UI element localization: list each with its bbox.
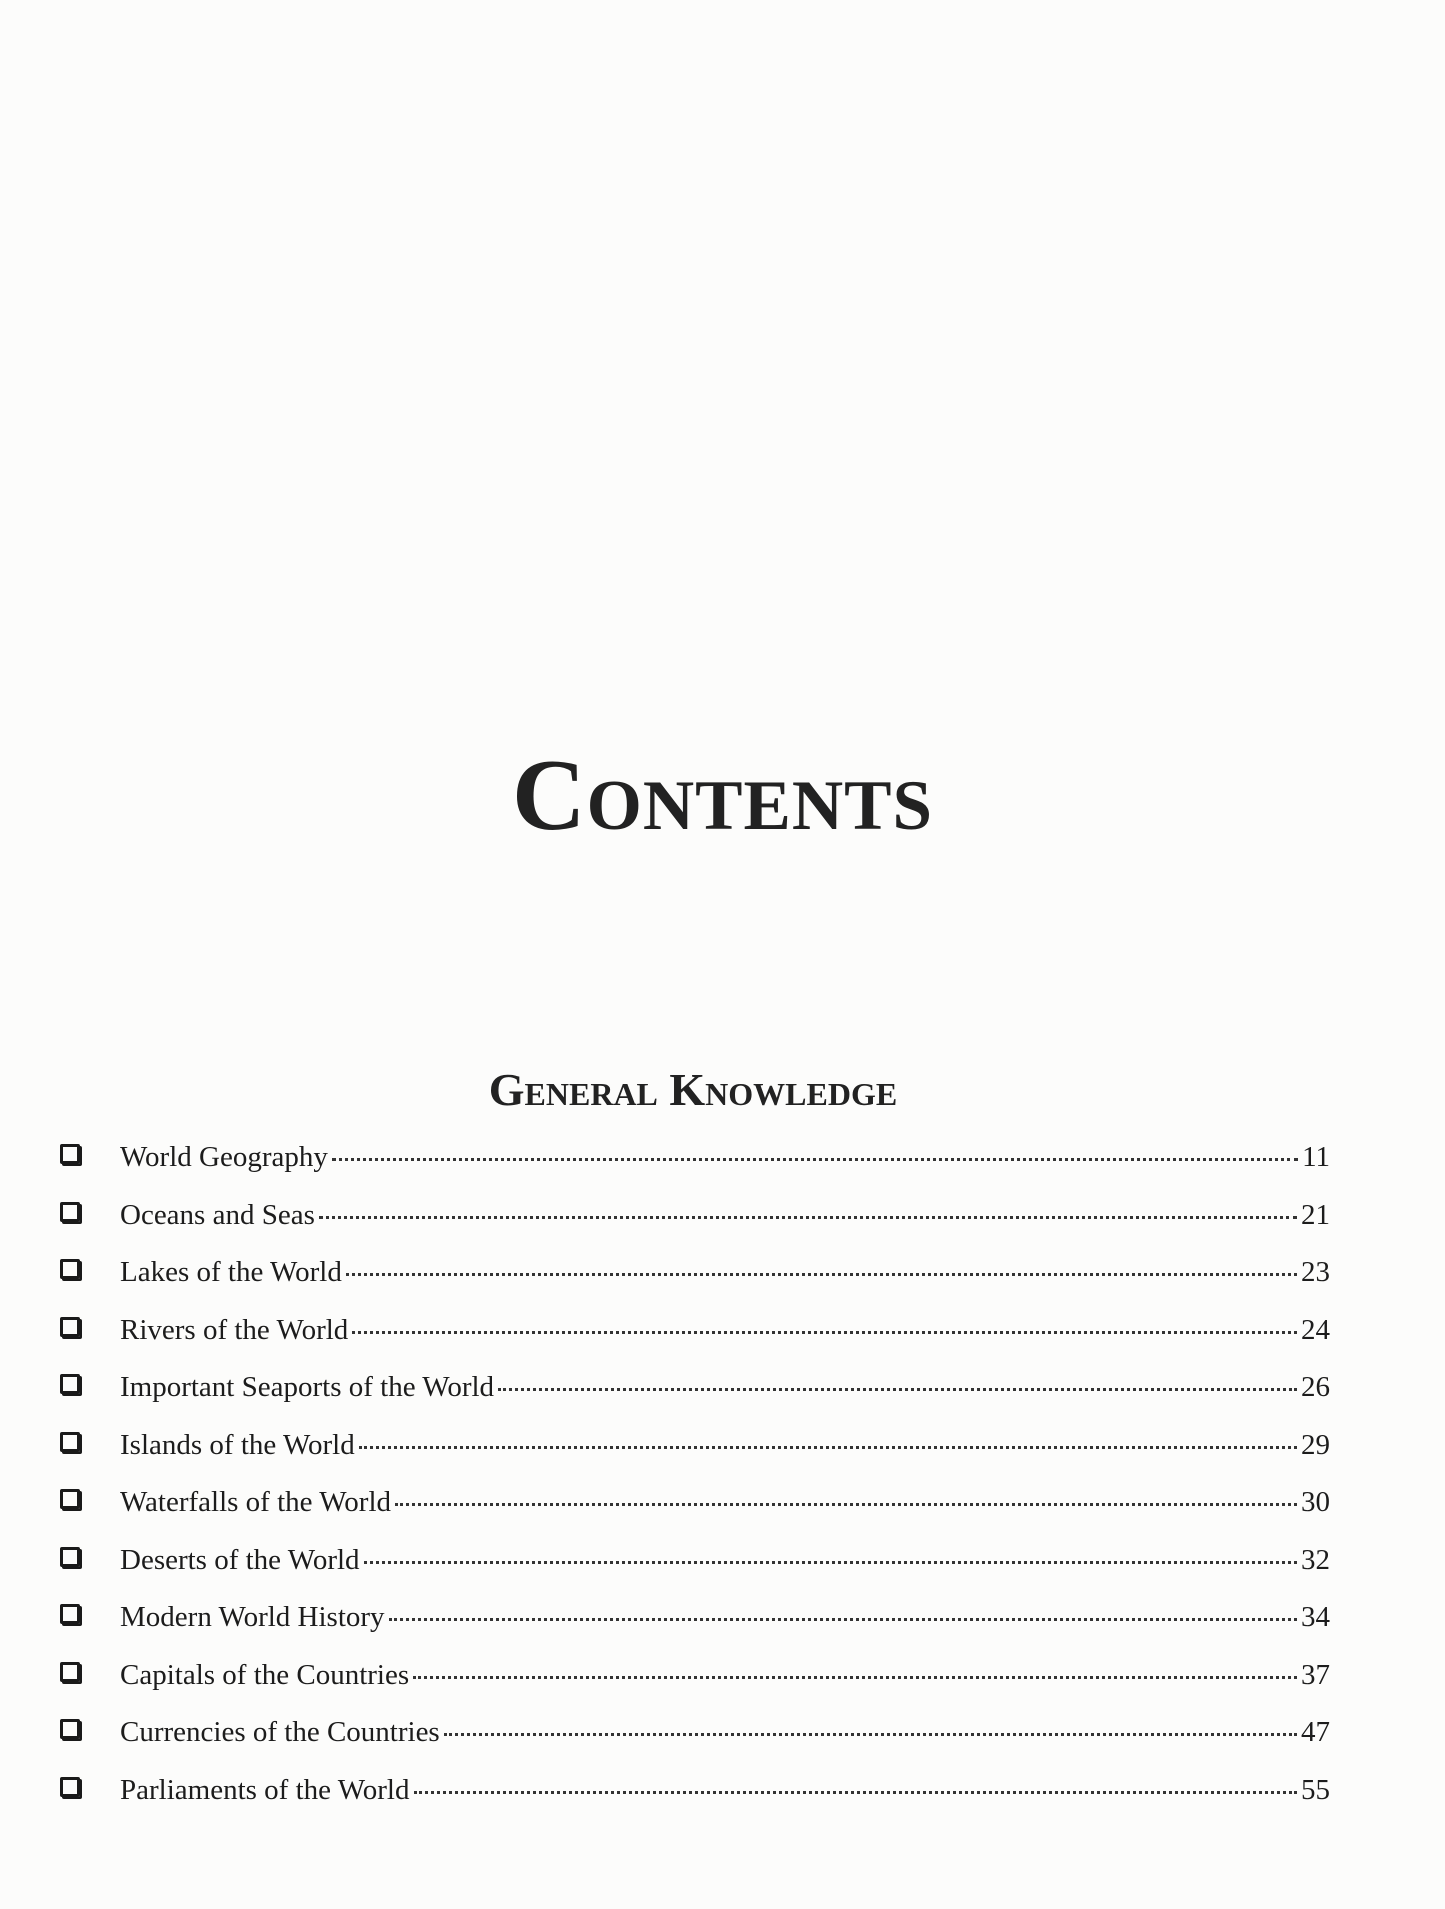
checkbox-square-icon — [60, 1202, 80, 1222]
section-heading: General Knowledge — [488, 1064, 898, 1115]
checkbox-square-icon — [60, 1662, 80, 1682]
checkbox-square-icon — [60, 1317, 80, 1337]
dot-leader — [444, 1733, 1297, 1736]
toc-entry — [60, 1485, 1330, 1543]
toc-entry — [60, 1773, 1330, 1831]
checkbox-square-icon — [60, 1604, 80, 1624]
toc-entry — [60, 1543, 1330, 1601]
toc-entry-label: Important Seaports of the World — [120, 1371, 495, 1403]
dot-leader — [413, 1676, 1297, 1679]
checkbox-square-icon — [60, 1547, 80, 1567]
toc-entry-label: World Geography — [120, 1141, 328, 1173]
toc-entry — [60, 1428, 1330, 1486]
checkbox-square-icon — [60, 1374, 80, 1394]
dot-leader — [359, 1446, 1297, 1449]
dot-leader — [352, 1331, 1297, 1334]
checkbox-square-icon — [60, 1432, 80, 1452]
toc-entry-label: Currencies of the Countries — [120, 1716, 440, 1748]
toc-entry-page: 47 — [1301, 1716, 1330, 1748]
toc-entry-label: Lakes of the World — [120, 1256, 342, 1288]
toc-entry — [60, 1313, 1330, 1371]
checkbox-square-icon — [60, 1777, 80, 1797]
toc-entry — [60, 1370, 1330, 1428]
toc-entry-page: 32 — [1301, 1543, 1330, 1576]
toc-entry-label: Oceans and Seas — [120, 1198, 315, 1231]
toc-entry-page: 11 — [1302, 1141, 1330, 1173]
toc-entry-label: Modern World History — [120, 1601, 385, 1633]
table-of-contents — [60, 1140, 1330, 1830]
toc-entry — [60, 1198, 1330, 1256]
toc-entry-page: 37 — [1301, 1658, 1330, 1691]
checkbox-square-icon — [60, 1144, 80, 1164]
toc-entry-page: 24 — [1301, 1313, 1330, 1346]
toc-entry-label: Deserts of the World — [120, 1543, 360, 1576]
toc-entry-page: 21 — [1301, 1198, 1330, 1231]
toc-entry-label: Capitals of the Countries — [120, 1658, 410, 1691]
toc-entry-page: 30 — [1301, 1486, 1330, 1518]
toc-entry — [60, 1658, 1330, 1716]
toc-entry-label: Parliaments of the World — [120, 1773, 410, 1806]
toc-entry — [60, 1600, 1330, 1658]
toc-entry-page: 26 — [1301, 1371, 1330, 1403]
checkbox-square-icon — [60, 1489, 80, 1509]
checkbox-square-icon — [60, 1719, 80, 1739]
dot-leader — [498, 1388, 1297, 1391]
toc-entry-page: 55 — [1301, 1773, 1330, 1806]
toc-entry-label: Rivers of the World — [120, 1313, 349, 1346]
toc-entry-page: 23 — [1301, 1256, 1330, 1288]
toc-entry-label: Waterfalls of the World — [120, 1486, 392, 1518]
dot-leader — [389, 1618, 1297, 1621]
dot-leader — [395, 1503, 1297, 1506]
toc-entry-label: Islands of the World — [120, 1428, 355, 1461]
dot-leader — [346, 1273, 1297, 1276]
dot-leader — [319, 1216, 1297, 1219]
dot-leader — [414, 1791, 1298, 1794]
toc-entry — [60, 1255, 1330, 1313]
checkbox-square-icon — [60, 1259, 80, 1279]
dot-leader — [364, 1561, 1297, 1564]
toc-entry — [60, 1140, 1330, 1198]
page-title: Contents — [512, 739, 933, 852]
dot-leader — [332, 1158, 1298, 1161]
toc-entry — [60, 1715, 1330, 1773]
toc-entry-page: 29 — [1301, 1428, 1330, 1461]
toc-entry-page: 34 — [1301, 1601, 1330, 1633]
